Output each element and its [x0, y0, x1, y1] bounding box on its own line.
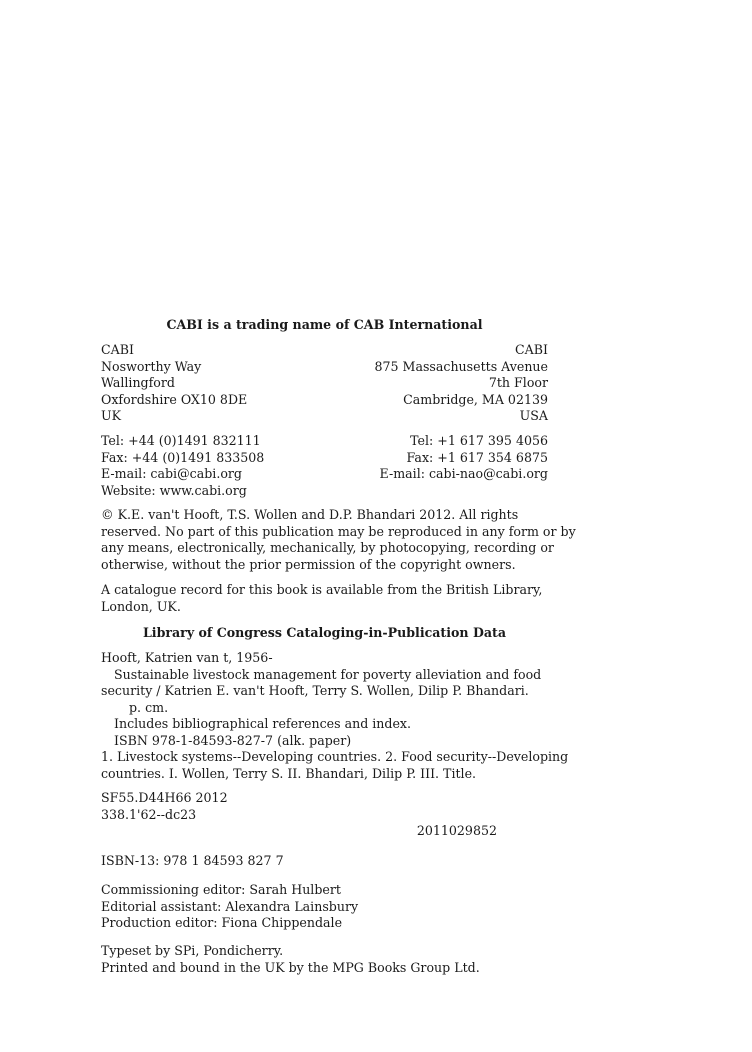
us-email: E-mail: cabi-nao@cabi.org [379, 466, 548, 481]
cip-author: Hooft, Katrien van t, 1956- [101, 650, 273, 665]
cip-title-line: security / Katrien E. van't Hooft, Terry S. Wollen, Dilip P. Bhandari. [101, 683, 529, 698]
copyright-notice [101, 507, 576, 573]
uk-fax: Fax: +44 (0)1491 833508 [101, 449, 265, 465]
printed-line: Printed and bound in the UK by the MPG Books Group Ltd. [101, 959, 480, 975]
cip-isbn: ISBN 978-1-84593-827-7 (alk. paper) [114, 732, 352, 748]
cip-pages: p. cm. [129, 699, 169, 715]
cip-title-line: Sustainable livestock management for poverty alleviation and food [114, 666, 542, 682]
uk-address [101, 342, 247, 425]
us-address-line: CABI [515, 342, 548, 357]
lccn: 2011029852 [416, 823, 497, 838]
us-fax: Fax: +1 617 354 6875 [406, 449, 548, 465]
copyright-line: reserved. No part of this publication may be reproduced in any form or by [101, 523, 576, 539]
uk-contact [101, 433, 264, 499]
printing-info [101, 943, 548, 976]
lc-classification: SF55.D44H66 2012 [101, 790, 228, 805]
us-address-line: USA [519, 408, 548, 423]
uk-email: E-mail: cabi@cabi.org [101, 466, 242, 481]
catalogue-line: London, UK. [101, 598, 181, 614]
us-address-line: Cambridge, MA 02139 [403, 391, 548, 407]
editors [101, 882, 548, 932]
uk-address-line: Wallingford [101, 375, 175, 390]
us-contact [380, 433, 548, 499]
catalogue-record [101, 582, 548, 615]
us-address-line: 875 Massachusetts Avenue [374, 358, 548, 374]
copyright-line: any means, electronically, mechanically, by photocopying, recording or [101, 540, 554, 555]
copyright-line: otherwise, without the prior permission of the copyright owners. [101, 556, 516, 572]
uk-address-line: Nosworthy Way [101, 358, 202, 374]
commissioning-editor: Commissioning editor: Sarah Hulbert [101, 882, 341, 897]
cip-subject-line: 1. Livestock systems--Developing countries. 2. Food security--Developing [101, 749, 569, 764]
uk-address-line: CABI [101, 342, 134, 357]
dewey-classification: 338.1'62--dc23 [101, 806, 197, 822]
production-editor: Production editor: Fiona Chippendale [101, 915, 343, 930]
classification [101, 790, 548, 840]
addresses [101, 342, 548, 425]
uk-phone: Tel: +44 (0)1491 832111 [101, 433, 261, 448]
cip-notes: Includes bibliographical references and index. [114, 716, 412, 731]
us-phone: Tel: +1 617 395 4056 [410, 433, 548, 448]
uk-website: Website: www.cabi.org [101, 482, 247, 498]
contacts [101, 433, 548, 499]
cip-data [101, 650, 569, 782]
us-address [375, 342, 548, 425]
us-address-line: 7th Floor [488, 375, 548, 390]
typeset-line: Typeset by SPi, Pondicherry. [101, 943, 284, 958]
catalogue-line: A catalogue record for this book is available from the British Library, [101, 582, 543, 597]
cip-subject-line: countries. I. Wollen, Terry S. II. Bhandari, Dilip P. III. Title. [101, 765, 477, 781]
trading-name-heading: CABI is a trading name of CAB International [166, 317, 483, 332]
uk-address-line: Oxfordshire OX10 8DE [101, 391, 248, 407]
copyright-line: © K.E. van't Hooft, T.S. Wollen and D.P. Bhandari 2012. All rights [101, 507, 519, 522]
uk-address-line: UK [101, 408, 122, 423]
editorial-assistant: Editorial assistant: Alexandra Lainsbury [101, 898, 359, 914]
isbn13: ISBN-13: 978 1 84593 827 7 [101, 853, 284, 868]
loc-heading: Library of Congress Cataloging-in-Publication Data [142, 625, 507, 640]
